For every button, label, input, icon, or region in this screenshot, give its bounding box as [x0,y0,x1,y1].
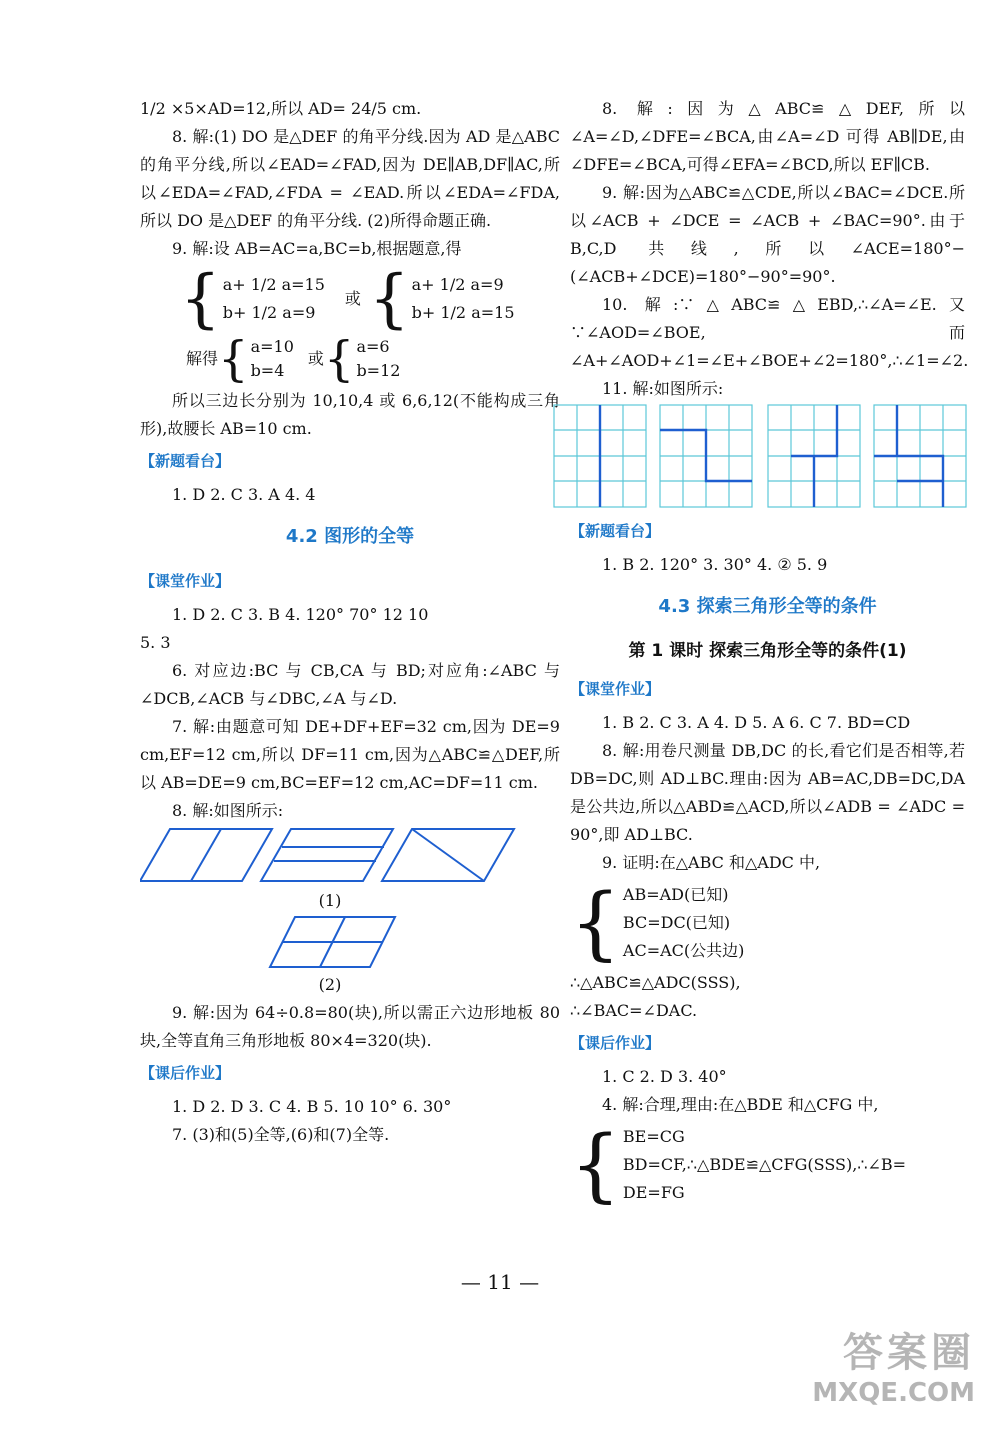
section-title: 4.2 图形的全等 [285,526,415,547]
page-number: — 11 — [460,1270,540,1294]
answers: 1. B 2. C 3. A 4. D 5. A 6. C 7. BD=CD [602,713,911,732]
equation-systems [180,262,560,336]
conclusion: ∴∠BAC=∠DAC. [570,1001,698,1020]
answers: 1. D 2. D 3. C 4. B 5. 10 10° 6. 30° [172,1097,452,1116]
watermark-url: MXQE.COM [812,1378,975,1408]
condition: AC=AC(公共边) [622,941,745,960]
figure-caption: (1) [318,891,342,910]
or-label: 或 [344,289,361,308]
or-label: 或 [307,349,324,368]
brace-icon: { [570,1118,621,1211]
proof-system-2 [570,1118,965,1211]
answer-10: 10. 解:∵△ABC≌△EBD,∴∠A=∠E.又∵∠AOD=∠BOE,而∠A+∠AOD+∠1=∠E+∠BOE+∠2=180°,∴∠1=∠2. [570,295,969,370]
left-column [140,95,560,1149]
answer-6: 6. 对应边:BC 与 CB,CA 与 BD;对应角:∠ABC 与∠DCB,∠ACB 与∠DBC,∠A 与∠D. [140,661,560,708]
divider-line [412,829,484,881]
condition: BD=CF,∴△BDE≌△CFG(SSS),∴∠B= [622,1155,907,1174]
conclusion: 所以三边长分别为 10,10,4 或 6,6,12(不能构成三角形),故腰长 AB=10 cm. [140,391,560,438]
answers: 1. B 2. 120° 3. 30° 4. ② 5. 9 [602,555,828,574]
answer-11: 11. 解:如图所示: [602,379,724,398]
section-tag: 【新题看台】 [570,522,661,540]
brace-icon: { [368,262,410,336]
answer-8: 8. 解:(1) DO 是△DEF 的角平分线.因为 AD 是△ABC 的角平分线,所以∠EAD=∠FAD,因为 DE∥AB,DF∥AC,所以∠EDA=∠FAD,∠FDA = ∠EAD.所以∠EDA=∠FDA,所以 DO 是△DEF 的角平分线. (2)所得命题正确. [140,127,560,230]
lesson-title: 第 1 课时 探索三角形全等的条件(1) [628,641,907,661]
solution: b=4 [250,361,285,380]
parallelogram-figure-2 [140,915,520,971]
answer-4: 4. 解:合理,理由:在△BDE 和△CFG 中, [602,1095,879,1114]
solution: b=12 [356,361,401,380]
answers: 7. (3)和(5)全等,(6)和(7)全等. [172,1125,390,1144]
equation: a+ 1/2 a=9 [411,275,504,294]
answer-9: 9. 解:设 AB=AC=a,BC=b,根据题意,得 [172,239,462,258]
equation: a+ 1/2 a=15 [222,275,325,294]
answer-8-figure-intro: 8. 解:如图所示: [172,801,284,820]
watermark [812,1321,975,1408]
answer-9b: 9. 证明:在△ABC 和△ADC 中, [602,853,821,872]
section-tag: 【课后作业】 [140,1064,231,1082]
section-tag: 【新题看台】 [140,452,231,470]
division-line [874,405,943,507]
equation: b+ 1/2 a=9 [222,303,316,322]
conclusion: ∴△ABC≌△ADC(SSS), [570,973,741,992]
condition: BC=DC(已知) [622,913,731,932]
brace-icon: { [218,331,249,387]
figure-caption: (2) [318,975,342,994]
answer-8b: 8. 解:用卷尺测量 DB,DC 的长,看它们是否相等,若 DB=DC,则 AD⊥BC.理由:因为 AB=AC,DB=DC,DA 是公共边,所以△ABD≌△ACD,所以∠ADB = ∠ADC = 90°,即 AD⊥BC. [570,741,965,844]
condition: BE=CG [622,1127,685,1146]
right-column [570,95,969,1211]
solution: a=6 [356,337,390,356]
section-title: 4.3 探索三角形全等的条件 [658,596,877,617]
text-line: 1/2 ×5×AD=12,所以 AD= 24/5 cm. [140,99,422,118]
section-tag: 【课堂作业】 [570,680,661,698]
grid-figures [552,403,967,513]
solution-systems [186,331,560,387]
answers: 1. D 2. C 3. B 4. 120° 70° 12 10 [172,605,429,624]
answers: 5. 3 [140,633,171,652]
equation: b+ 1/2 a=15 [411,303,515,322]
answer-7: 7. 解:由题意可知 DE+DF+EF=32 cm,因为 DE=9 cm,EF=12 cm,所以 DF=11 cm,因为△ABC≌△DEF,所以 AB=DE=9 cm,BC=EF=12 cm,AC=DF=11 cm. [140,717,560,792]
proof-system [570,876,965,969]
section-tag: 【课后作业】 [570,1034,661,1052]
parallelogram-figures-1 [140,825,520,887]
brace-icon: { [570,876,621,969]
divider-line [191,829,221,881]
solve-label: 解得 [186,349,219,368]
answers: 1. D 2. C 3. A 4. 4 [172,485,316,504]
answer-8: 8. 解:因为△ABC≌△DEF,所以∠A=∠D,∠DFE=∠BCA,由∠A=∠D 可得 AB∥DE,由∠DFE=∠BCA,可得∠EFA=∠BCD,所以 EF∥CB. [570,99,965,174]
condition: DE=FG [622,1183,685,1202]
brace-icon: { [180,262,221,336]
brace-icon: { [323,331,355,387]
section-tag: 【课堂作业】 [140,572,231,590]
solution: a=10 [250,337,294,356]
answers: 1. C 2. D 3. 40° [602,1067,727,1086]
parallelogram-shape [261,829,393,881]
answer-9: 9. 解:因为△ABC≌△CDE,所以∠BAC=∠DCE.所以∠ACB + ∠DCE = ∠ACB + ∠BAC=90°.由于 B,C,D 共线,所以∠ACE=180°−(∠ACB+∠DCE)=180°−90°=90°. [570,183,965,286]
watermark-title: 答案圈 [843,1330,975,1376]
condition: AB=AD(已知) [622,885,729,904]
answer-9b: 9. 解:因为 64÷0.8=80(块),所以需正六边形地板 80 块,全等直角三角形地板 80×4=320(块). [140,1003,560,1050]
